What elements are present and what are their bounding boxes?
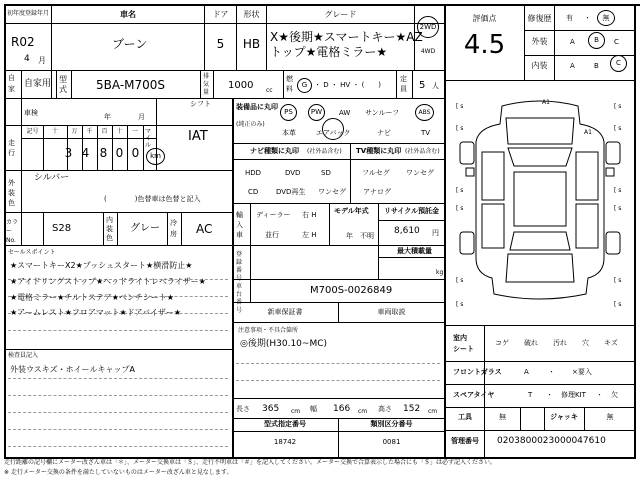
seat-stain: 汚れ <box>553 339 567 347</box>
equip-label: 装備品に丸印 <box>236 103 278 111</box>
spare-t: T <box>528 391 533 399</box>
svg-text:[ s: [ s <box>456 277 464 284</box>
border-top <box>4 4 640 6</box>
glass-a: A <box>524 368 529 376</box>
chassis-number: M700S-0026849 <box>310 285 393 296</box>
class-no: 0081 <box>382 438 401 446</box>
odo-digit-4: 0 <box>115 146 124 160</box>
drive-4wd: 4WD <box>420 48 436 55</box>
drive-2wd: 2WD <box>419 23 437 31</box>
tv-fullseg: フルセグ <box>362 169 390 177</box>
recycle: 8,610 <box>394 226 420 236</box>
unit-hyaku: 百 <box>101 128 108 135</box>
int-color-label: 内装色 <box>106 216 113 242</box>
mgmt-label: 管理番号 <box>451 437 479 445</box>
doors-label: ドア <box>212 10 229 19</box>
import-parallel: 並行 <box>265 231 279 239</box>
cap-unit: 人 <box>432 82 439 90</box>
equip-aw: AW <box>339 109 351 117</box>
grade-label: グレード <box>324 10 357 19</box>
seat-hole: 穴 <box>582 339 589 347</box>
max-load-label: 最大積載量 <box>397 247 432 255</box>
inspection-year: 年 <box>104 113 111 121</box>
miles-label: マイル <box>145 128 152 149</box>
svg-text:[ s: [ s <box>456 301 464 308</box>
svg-text:[ s: [ s <box>456 103 464 110</box>
model-year-label: モデル年式 <box>334 207 369 215</box>
exterior-b: B <box>594 36 599 44</box>
height-label: 高さ <box>378 405 392 413</box>
exterior-label: 外装 <box>531 37 548 46</box>
diagram-label-a1-side: A1 <box>584 129 592 136</box>
ac-label: 冷房 <box>170 219 177 238</box>
glass-label: フロントガラス <box>453 368 502 376</box>
inspector-label: 検査員記入 <box>8 352 39 359</box>
grade: X★後期★スマートキー★AZ トップ★電格ミラー★ <box>270 30 423 59</box>
type-label: 型式 <box>59 75 67 94</box>
interior-seat-label: 室内 シート <box>453 334 474 353</box>
ext-color: シルバー <box>34 173 70 183</box>
interior-b: B <box>594 62 599 70</box>
tv-type-label: TV種類に丸印 <box>356 147 402 155</box>
sales-line-4: ★アームレスト★フロアマット★ドアバイザー★ <box>10 308 182 317</box>
tv-type-sub: (社外品含む) <box>405 148 440 155</box>
odo-digit-5: 0 <box>131 146 140 160</box>
repair-label: 修復歴 <box>527 14 552 23</box>
odo-code-label: 記号 <box>26 128 39 135</box>
nav-hdd: HDD <box>245 169 262 177</box>
width-label: 幅 <box>310 405 317 413</box>
odo-digit-2: 4 <box>81 146 90 160</box>
fuel-rest: ・ D ・ HV ・ ( ) <box>314 81 382 89</box>
import-right: 右 H <box>302 211 317 219</box>
nav-sd: SD <box>321 169 331 177</box>
sales-line-3: ★電格ミラー★チルトステア★ベンチシート★ <box>10 293 174 302</box>
type-no-label: 型式指定番号 <box>264 420 306 428</box>
sales-label: セールスポイント <box>8 249 56 256</box>
equip-ps: PS <box>284 108 293 116</box>
car-name: ブーン <box>112 37 148 51</box>
length-unit: cm <box>291 408 301 415</box>
tv-analog: アナログ <box>363 188 391 196</box>
spare-missing: 欠 <box>611 391 618 399</box>
unit-ju: 十 <box>116 128 123 135</box>
import-side: 輸入車 <box>236 211 243 239</box>
equip-tv: TV <box>421 129 431 137</box>
int-color: グレー <box>130 223 160 234</box>
displacement: 1000 <box>228 80 254 91</box>
shift-label: シフト <box>190 100 211 108</box>
footer-line-1: 走行距離の記号欄にメーター改ざん車は「＊」、メーター交換車は「＄」、走行不明車は「＃」を記入してください。メーター交換で合算表示した場合にも「＄」は必ず記入ください。 <box>4 459 497 466</box>
reg-side: 登録番号 <box>236 251 243 282</box>
color-side: 外装色 <box>8 179 15 207</box>
car-name-label: 車名 <box>120 10 136 19</box>
diagram-label-a1-top: A1 <box>542 99 550 106</box>
cc: cc <box>266 87 273 94</box>
sales-line-2: ★アイドリングストップ★ヘッドライトレベライザー★ <box>10 277 206 286</box>
notes-line-1: ◎後期(H30.10~MC) <box>240 339 327 349</box>
glass-dot: ・ <box>548 368 555 376</box>
svg-text:[ s: [ s <box>614 301 622 308</box>
unit-10man: 十 <box>51 128 58 135</box>
score: 4.5 <box>463 30 506 60</box>
km-label: km <box>150 152 161 160</box>
equip-sunroof: サンルーフ <box>365 109 400 117</box>
month-unit: 月 <box>38 56 46 65</box>
height: 152 <box>403 404 421 414</box>
shift: IAT <box>188 129 208 144</box>
repair-yes: 有 <box>566 14 573 22</box>
odo-digit-3: 8 <box>99 146 108 160</box>
warranty: 新車保証書 <box>267 308 303 316</box>
cap-label: 定員 <box>400 75 407 93</box>
tools: 無 <box>499 413 506 421</box>
jack-label: ジャッキ <box>550 413 578 421</box>
nav-oneseg: ワンセグ <box>318 188 346 196</box>
width: 166 <box>333 404 351 414</box>
color-code-label: カラーNo. <box>6 219 19 244</box>
notes-label: 注意事項・不具合箇所 <box>238 327 299 334</box>
odometer-side: 走行 <box>8 139 15 157</box>
equip-pw: PW <box>310 108 323 116</box>
spare-dot-2: ・ <box>596 391 603 399</box>
exterior-a: A <box>570 38 575 46</box>
use: 自家用 <box>24 79 52 89</box>
repair-no: 無 <box>602 14 610 22</box>
first-reg-label: 初年度登録年月 <box>6 10 49 17</box>
unit-ichi: 一 <box>131 128 138 135</box>
inspector-line-1: 外装ウスキズ・ホイールキャップA <box>10 365 135 374</box>
car-condition-diagram <box>446 82 634 322</box>
repair-dot: ・ <box>584 14 591 22</box>
interior-c: C <box>616 59 621 67</box>
equip-navi: ナビ <box>377 129 391 137</box>
nav-cd: CD <box>248 188 259 196</box>
svg-text:[ s: [ s <box>456 205 464 212</box>
nav-dvd: DVD <box>285 169 301 177</box>
seat-scratch: キズ <box>604 339 618 347</box>
type-no: 18742 <box>273 438 297 446</box>
border-right <box>634 4 636 459</box>
equip-airbag: エアバック <box>316 129 351 137</box>
model-code: 5BA-M700S <box>96 78 166 92</box>
footer-line-2: ※ 走行メーター交換の条件を満たしていないものはメーター改ざん車と見なします。 <box>4 469 233 476</box>
disp-label: 排気量 <box>203 73 210 96</box>
tools-label: 工具 <box>458 413 472 421</box>
nav-dvd-play: DVD再生 <box>276 188 306 196</box>
class-no-label: 類別区分番号 <box>370 420 413 428</box>
odo-digit-1: 3 <box>64 146 73 160</box>
spare-kit: 修理KIT <box>561 391 586 399</box>
length: 365 <box>262 404 280 414</box>
doors: 5 <box>216 37 225 51</box>
color-code: S28 <box>52 223 72 234</box>
mgmt-number: 0203800023000047610 <box>497 436 606 446</box>
svg-text:[ s: [ s <box>456 187 464 194</box>
svg-text:[ s: [ s <box>614 103 622 110</box>
jack: 無 <box>606 413 614 421</box>
capacity: 5 <box>419 80 426 91</box>
manual: 車両取説 <box>377 308 406 316</box>
interior-a: A <box>570 62 575 70</box>
inspection-label: 車検 <box>24 109 38 117</box>
svg-text:[ s: [ s <box>614 277 622 284</box>
model-year: 年 不明 <box>346 232 374 240</box>
fuel-g: G <box>301 81 308 89</box>
glass-replace: ×要入 <box>572 368 592 376</box>
width-unit: cm <box>358 408 368 415</box>
exterior-c: C <box>614 38 619 46</box>
score-label: 評価点 <box>472 14 497 23</box>
svg-text:[ s: [ s <box>614 205 622 212</box>
max-load-kg: kg <box>436 269 444 276</box>
unit-man: 万 <box>71 128 78 135</box>
svg-text:[ s: [ s <box>456 125 464 132</box>
spare-label: スペアタイヤ <box>453 391 495 399</box>
first-reg-month: 4 <box>24 54 30 64</box>
recycle-label: リサイクル預託金 <box>384 207 440 215</box>
recycle-yen: 円 <box>432 229 439 237</box>
equip-abs: ABS <box>418 109 431 116</box>
seat-burn: コゲ <box>495 339 509 347</box>
repaint-note: ( )色替車は色替と記入 <box>104 195 201 203</box>
seat-tear: 破れ <box>524 339 538 347</box>
spare-dot-1: ・ <box>546 391 553 399</box>
inspection-month: 月 <box>138 113 145 121</box>
import-dealer: ディーラー <box>256 211 291 219</box>
unit-sen: 千 <box>86 128 93 135</box>
use-side: 自 家 <box>8 74 15 93</box>
shape: HB <box>242 37 261 51</box>
shape-label: 形状 <box>243 10 260 19</box>
interior-label: 内装 <box>531 61 548 70</box>
fuel-label: 燃料 <box>286 75 293 93</box>
nav-type-label: ナビ種類に丸印 <box>250 147 299 155</box>
height-unit: cm <box>428 408 438 415</box>
tv-oneseg: ワンセグ <box>406 169 434 177</box>
equip-leather: 本革 <box>282 129 296 137</box>
first-reg-year: R02 <box>11 35 35 49</box>
import-left: 左 H <box>302 231 317 239</box>
svg-text:[ s: [ s <box>614 187 622 194</box>
sales-line-1: ★スマートキーX2★プッシュスタート★横滑防止★ <box>10 261 193 270</box>
ac: AC <box>196 222 213 236</box>
chassis-side: 車台番号 <box>236 283 243 314</box>
svg-text:[ s: [ s <box>614 125 622 132</box>
equip-sub: (純正のみ) <box>236 121 265 128</box>
nav-type-sub: (社外品含む) <box>307 148 342 155</box>
length-label: 長さ <box>236 405 250 413</box>
